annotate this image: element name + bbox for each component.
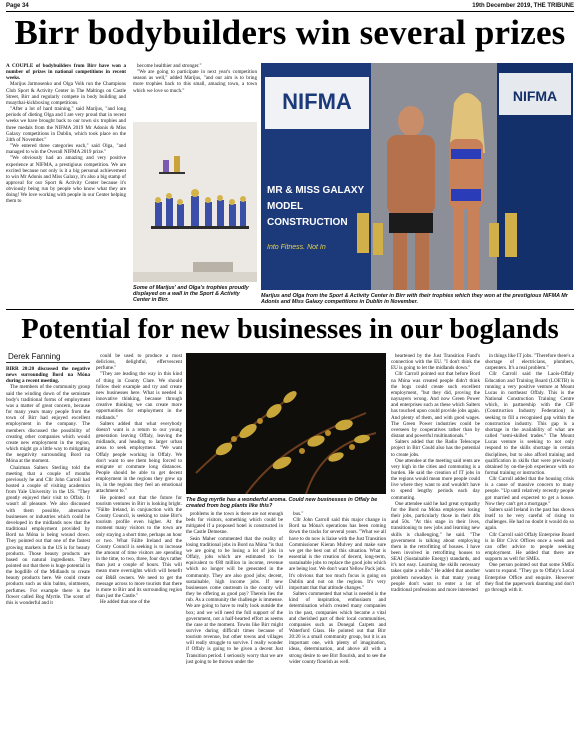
article2-paragraph: One attendee said he had great sympathy for the Bord na Móna employees losing their jobs, particularly those in their 40s and 50s. "At this stage in their lives, transitioning to new jobs and learning new skills is challenging," he said. "The government is talking about employing them in the retrofitting of houses. I have been involved in retrofitting houses to SEAI (Sustainable Energy) standards, and it's not easy. Learning the skills necessary takes quite a while." He added that another problem nowadays is that many young people don't want to enter a lot of traditional professions and more interested (391, 500, 480, 593)
article2-paragraph: Seán Maher commented that the reality of losing traditional jobs in Bord na Móna "is that we are going to be losing a lot of jobs in Offaly, jobs which are estimated to be equivalent to €80 million in income, revenue which no longer will be generated in the community. They are also good jobs; decent, sustainable, high income jobs. If new businesses come onstream in the county will they be offering as good pay? Therein lies the rub. As a community the challenge is immense. We are going to have to really look outside the box; and we will need the full support of the government, not a half-hearted effort as seems the case at the moment. Towns like Birr might survive during difficult times because of tourism revenue, but other towns and villages will really struggle to survive. I really wonder if Offaly is going to be given a decent Just Transition period. I seriously worry that we are just going to be thrown under the (186, 535, 283, 665)
article2-paragraph: problems in the town is there are not enough beds for visitors, something which could be mitigated if a proposed hotel is constructed in the Castle Demesne. (186, 511, 283, 536)
article2-headline: Potential for new businesses in our boglands (21, 314, 559, 345)
article2-paragraph: The members of the community group said the winding down of the semistate body's traditional forms of employment was a matter of great concern, because for many years many people from the town of Birr had enjoyed excellent employment in the company. The members discussed the possibility of creating other companies which would create new employment in the region, which might go a little way to mitigating the negativity surrounding Bord na Móna at the moment. (6, 384, 90, 465)
article1-column-1 (6, 63, 126, 291)
article2-column-2 (96, 353, 182, 729)
article2-column-1 (6, 366, 90, 728)
banner-line-1: MR & MISS GALAXY (267, 185, 365, 196)
article1-paragraph: "We entered three categories each," said Olga, "and managed to win the Overall NIFMA 2019 prize." (6, 143, 126, 156)
article2-paragraph: Cllr John Carroll said this major change in Bord na Móna's operations has been coming down the tracks for several years. "What we all have to do now is liaise with the Just Transition Commissioner Kieran Mulvey and make sure we get the best out of this situation. What is essential is the creation of decent, long-term, sustainable jobs to replace the good jobs which are being lost. We don't want Yellow Pack jobs. It's obvious that too much focus is going on Dublin and not on the regions. It's very important that that attitude changes." (289, 517, 386, 591)
article2-paragraph: Chairman Salters Sterling told the meeting that a couple of months previously he and Cllr John Carroll had hosted a couple of visiting academics from Yale University in the US. "They greatly enjoyed their visit to Offaly. It wasn't all pleasure. We also discussed with them possible, alternative businesses or industries which could be developed in the midlands now that the traditional employment provided by Bord na Móna is being wound down. They pointed out that one of the fastest growing markets in the US is for beauty products. Those beauty products are based on natural ingredients. They pointed out that there is huge potential in the bogdlife of the Midlands to create beauty products here. We could create products such as skin balms, ointments, perfumes. For example there is the flower called Bog Myrtle. The scent of this is wonderful and it (6, 464, 90, 606)
article1-paragraph: Marijus Jarmosenko and Olga Volk run the Champions Club Sport & Activity Center in The Maltings on Castle Street, Birr and regularly compete in body building and muaythai-kickboxing competitions. (6, 81, 126, 106)
article2-paragraph: He added that one of the (100, 599, 150, 606)
article2-column-5 (391, 353, 480, 729)
article2-paragraph: One attendee at the meeting said rents are very high in the cities and commuting is a burden. He said the creation of IT jobs in the regions would mean more people could live where they want to and wouldn't have to spend lengthy periods each day commuting. (391, 457, 480, 501)
article2-paragraph: Cllr Carroll added that the housing crisis is a cause of massive concern to many people. "Up until relatively recently people got married and expected to get a house. Now they can't get a mortgage." (485, 476, 574, 507)
article1-paragraph: become healthier and stronger." (137, 63, 202, 69)
winners-photo-caption: Marijus and Olga from the Sport & Activity Center in Birr with their trophies which they won at the prestigious NIFMA Mr Adonis and Miss Galaxy competitions in Dublin in November. (261, 293, 568, 306)
article1-paragraph: "We are going to participate in next year's competition season as well," added Marijus, "and our aim is to bring more trophies back to this small, amazing town, a town which we love so much." (133, 69, 257, 94)
banner-brand-text-right: NIFMA (512, 88, 558, 104)
page-number: Page 34 (6, 3, 29, 9)
article2-paragraph: "They are leading the way in this kind of thing in County Clare. We should follow their example and try and create new businesses here. What is needed is innovative thinking, because through creative thinking we can create more opportunities for employment in the midlands." (96, 371, 182, 421)
article1-lead: A COUPLE of bodybuilders from Birr have won a number of prizes in national competitions in recent weeks. (6, 63, 126, 82)
article2-paragraph: Cllr Carroll said the Laois-Offaly Education and Training Board (LOETB) is running a very positive venture at Mount Lucas in northeast Offaly. This is the National Construction Training Centre which, in partnership with the CIF (Construction Industry Federation) is seeking to fill a recognised gap within the construction industry. This gap is a shortage in the availability of what are called "semi-skilled trades." The Mount Lucas venture is seeking to not only respond to the skills shortage in certain disciplines, but to also afford training and qualification in skills that were previously obtained by on-the-job experience with no formal training or instruction. (485, 371, 574, 476)
banner-line-4: Into Fitness. Not In (267, 244, 326, 251)
article2-paragraph: bus." (293, 511, 304, 517)
article2-paragraph: Salters commented that what is needed is the kind of inspiration, enthusiasm and determination which created many companies in the past, companies which became a vital and cherished part of their local communities, companies such as Donegal Carpets and Waterford Glass. He pointed out that Birr 20:20 is a small community group, but it is an important one, with plenty of imagination, ideas, determination, and above all with a strong desire to see Birr flourish, and to see the wider county flourish as well. (289, 591, 386, 665)
article2-paragraph: Cllr Carroll said Offaly Enterprise Board is in Birr Civic Offices once a week and can offer advice to people seeking employment. He added that there are supports as well for SMEs. (485, 531, 574, 563)
article2-column-3 (186, 511, 283, 729)
trophy-wall-photo (133, 122, 257, 282)
banner-brand-text: NIFMA (282, 89, 352, 114)
winners-photo (261, 63, 573, 290)
article2-column-6 (485, 353, 574, 729)
bog-myrtle-photo (186, 353, 386, 494)
article1-paragraph: "After a lot of hard training," said Marijus, "and long periods of dieting Olga and I are very proud that in recent weeks we have brought back to our town six trophies and three medals from the NIFMA 2019 Mr Adonis & Miss Galaxy competitions in Dublin, which took place on the 24th of November." (6, 106, 126, 143)
byline: Derek Fanning (8, 352, 61, 361)
banner-line-2: MODEL (267, 201, 304, 212)
article2-paragraph: Salters added that the Radio Telescope project in Birr Could also has the potential to create jobs. (391, 439, 480, 458)
header-rule (6, 11, 574, 12)
article2-paragraph: One person pointed out that some SMEs want to expand. "They go to Offaly's Local Enterprise Office and enquire. However they find the paperwork daunting and don't go through with it. (485, 562, 574, 593)
article2-paragraph: heartened by the Just Transition Fund's connection with the EU. "I don't think the EU is going to let the midlands down." (391, 353, 480, 372)
article1-paragraph: "We obviously had an amazing and very positive experience at NIFMA, a prestigious competition. We are excited because not only is it a big personal achievement to win Mr Adonis and Miss Galaxy, it's also a big stamp of approval for our Sport & Activity Center because it's obviously being run by people who know what they are doing! We love working with people in our Center helping them to (6, 155, 126, 205)
article2-paragraph: could be used to produce a most delicious, delightful, effervescent perfume." (96, 353, 182, 372)
article-divider (6, 309, 574, 310)
article2-paragraph: in things like IT jobs. "Therefore there's a shortage of electricians, plumbers, carpenters. It's a real problem." (485, 353, 574, 372)
bog-photo-caption: The Bog myrtle has a wonderful aroma. Could new businesses in Offaly be created from bog plants like this? (186, 497, 378, 510)
article1-headline: Birr bodybuilders win several prizes (14, 13, 566, 52)
trophy-photo-caption: Some of Marijus' and Olga's trophies proudly displayed on a wall in the Sport & Activity Center in Birr. (133, 285, 249, 304)
article1-column-2 (133, 63, 257, 119)
article2-paragraph: Salters added that what everybody doesn't want is a return to our young generation leaving Offaly, leaving the midlands, and heading to larger urban areas to seek employment. "We want Offaly people working in Offaly. We don't want to see them being forced to emigrate or commute long distances. People should be able to get decent employment in the regions they grew up in, in the regions they feel an emotional attachment to." (96, 420, 182, 495)
article2-lead: BIRR 20:20 discussed the negative news surrounding Bord na Móna during a recent meeting. (6, 366, 90, 385)
byline-rule (6, 362, 90, 363)
article2-column-4 (289, 511, 386, 729)
banner-line-3: CONSTRUCTION (267, 217, 348, 228)
article2-paragraph: He pointed out that the future for tourism ventures in Birr is looking bright. "Fáilte Ireland, in conjunction with the County Council, is seeking to raise Birr's tourism profile even higher. At the moment many visitors to the town are only staying a short time, perhaps an hour or two. What Fáilte Ireland and the County Council is seeking is to increase the amount of time visitors are spending in the time, to two, three, four days rather than just a couple of hours. This will mean more overnights which will benefit our B&B owners. We need to get the message across to more tourists that there is more to Birr and its surrounding region than just the Castle." (96, 494, 182, 600)
issue-date: 19th December 2019, THE TRIBUNE (472, 3, 574, 9)
article2-paragraph: Salters said Ireland in the past has shown itself to be very careful of rising to challenges. He had no doubt it would do so again. (485, 506, 574, 532)
article2-paragraph: Cllr Carroll pointed out that before Bord na Móna was created people didn't think the bogs could create such excellent employment, "but they did, proving the naysayers wrong. And now Green Power and enterprises such as these which Salters has touched upon could provide jobs again. And plenty of them, and with good wages. The Green Power industries could be overseen by cooperatives rather than by distant and powerful multinationals." (391, 371, 480, 440)
